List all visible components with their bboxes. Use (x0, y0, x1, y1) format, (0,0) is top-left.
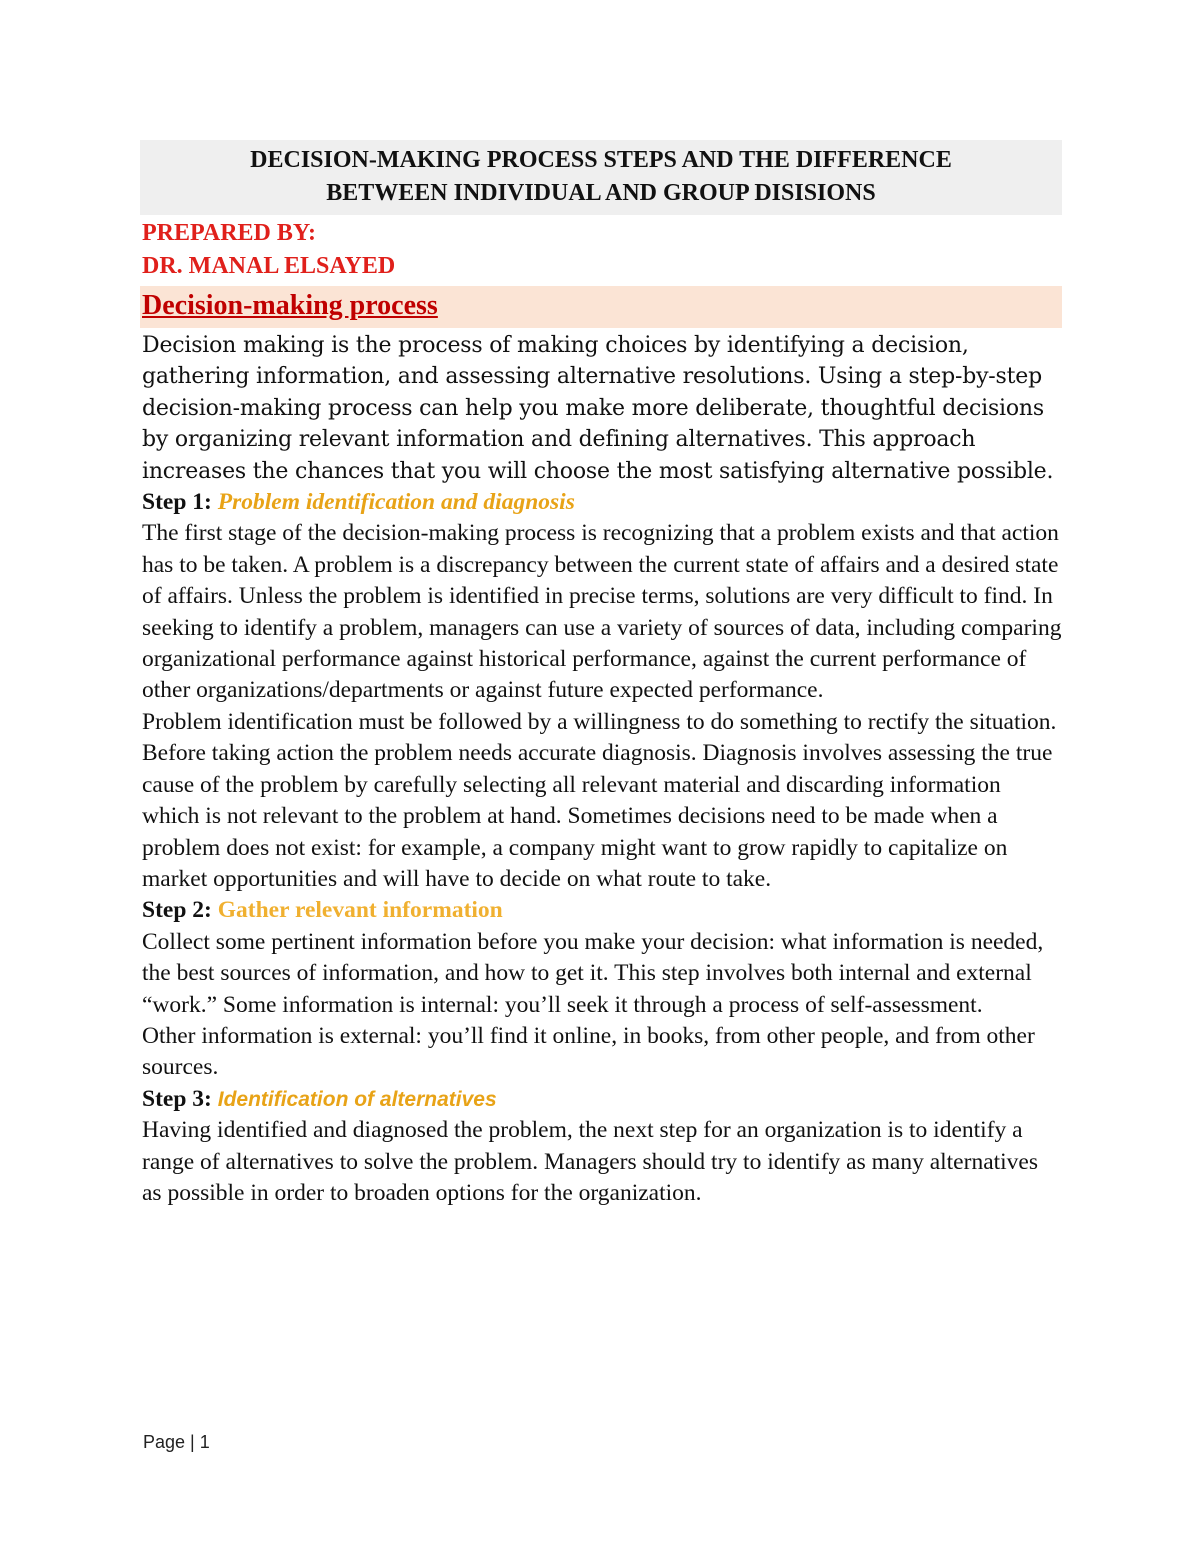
title-line-2: BETWEEN INDIVIDUAL AND GROUP DISISIONS (326, 180, 876, 206)
step-2-paragraph-1: Collect some pertinent information before you make your decision: what information is needed, the best sources of information, and how to get it. This step involves both internal and external “work.” Some information is internal: you’ll seek it through a process of self-assessment. (142, 928, 1044, 1018)
step-2-title: Gather relevant information (217, 897, 503, 924)
intro-paragraph: Decision making is the process of making choices by identifying a decision, gathering information, and assessing alternative resolutions. Using a step-by-step decision-making process can help you make more deliberate, thoughtful decisions by organizing relevant information and defining alternatives. This approach increases the chances that you will choose the most satisfying alternative possible. (142, 333, 1054, 484)
section-heading-band (140, 286, 1062, 328)
step-2-paragraph-2: Other information is external: you’ll find it online, in books, from other people, and from other sources. (142, 1022, 1035, 1081)
step-1-title: Problem identification and diagnosis (217, 489, 575, 516)
step-1-paragraph-2: Problem identification must be followed by a willingness to do something to rectify the situation. Before taking action the problem needs accurate diagnosis. Diagnosis involves assessing the true cause of the problem by carefully selecting all relevant material and discarding information which is not relevant to the problem at hand. Sometimes decisions need to be made when a problem does not exist: for example, a company might want to grow rapidly to capitalize on market opportunities and will have to decide on what route to take. (142, 708, 1057, 892)
step-2-label: Step 2: (142, 897, 212, 924)
step-2-heading (142, 895, 1062, 926)
prepared-by-label: PREPARED BY: (142, 220, 317, 246)
step-3-label: Step 3: (142, 1085, 212, 1112)
section-heading: Decision-making process (142, 290, 438, 321)
step-1-label: Step 1: (142, 489, 212, 516)
document-body (142, 330, 1062, 1209)
step-3-title: Identification of alternatives (217, 1087, 497, 1111)
step-1-heading (142, 487, 1062, 518)
step-3-paragraph-1: Having identified and diagnosed the problem, the next step for an organization is to identify a range of alternatives to solve the problem. Managers should try to identify as many alternatives as possible in order to broaden options for the organization. (142, 1117, 1039, 1206)
document-title (140, 140, 1062, 215)
page-number: Page | 1 (143, 1432, 210, 1452)
step-3-heading (142, 1084, 1062, 1115)
step-1-paragraph-1: The first stage of the decision-making process is recognizing that a problem exists and that action has to be taken. A problem is a discrepancy between the current state of affairs and a desired state of affairs. Unless the problem is identified in precise terms, solutions are very difficult to find. In seeking to identify a problem, managers can use a variety of sources of data, including comparing organizational performance against historical performance, against the current performance of other organizations/departments or against future expected performance. (142, 520, 1062, 704)
title-line-1: DECISION-MAKING PROCESS STEPS AND THE DIFFERENCE (250, 147, 952, 173)
author-name: DR. MANAL ELSAYED (142, 253, 396, 279)
prepared-by-block (142, 217, 395, 283)
